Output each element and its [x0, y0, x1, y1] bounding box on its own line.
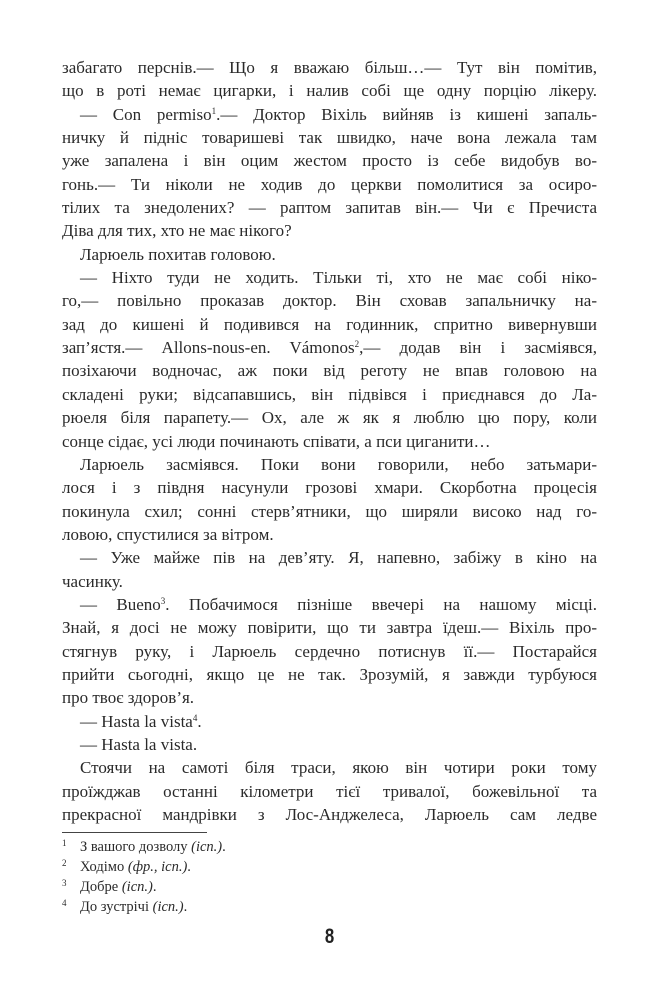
line-text: рюеля біля парапету.— Ох, але ж як я люблю цю пору, коли [62, 408, 597, 428]
text-line [62, 523, 597, 546]
line-text: що в роті немає цигарки, і налив собі ще одну порцію лікеру. [62, 81, 597, 101]
body-text [62, 56, 597, 826]
footnote-text: До зустрічі [80, 899, 153, 915]
text-line [62, 546, 597, 569]
footnote-end: . [183, 899, 188, 915]
footnote-text: Ходімо [80, 859, 128, 875]
line-text: зап’ястя.— Allons-nous-en. Vámonos [62, 338, 355, 358]
line-text: прийти сьогодні, якщо це не так. Зрозумій, я завжди турбуюся [62, 664, 597, 684]
line-text: — Hasta la vista [80, 711, 193, 731]
text-line [62, 149, 597, 172]
footnote-divider [62, 832, 207, 833]
text-line [62, 56, 597, 79]
footnote-ref[interactable]: 1 [211, 105, 217, 116]
line-text: стягнув руку, і Ларюель сердечно потиснув її.— Постарайся [62, 641, 597, 661]
footnote: 3 Добре (ісп.). [62, 878, 157, 895]
line-text: ,— додав він і засміявся, [359, 338, 597, 358]
line-text: покинула схил; сонні стерв’ятники, що ширяли високо над го- [62, 501, 597, 521]
line-text: — Ніхто туди не ходить. Тільки ті, хто не має собі ніко- [80, 268, 597, 288]
footnote-end: . [152, 879, 157, 895]
text-line [62, 289, 597, 312]
line-text: Ларюель похитав головою. [80, 244, 276, 264]
text-line [62, 266, 597, 289]
page-number: 8 [324, 925, 335, 948]
line-text: — Bueno [80, 594, 161, 614]
line-text: уже запалена і він оцим жестом просто із себе видобув во- [62, 151, 597, 171]
line-text: — Hasta la vista. [80, 734, 198, 754]
text-line [62, 663, 597, 686]
line-text: позіхаючи водночас, аж поки від реготу не впав головою на [62, 361, 597, 381]
text-line [62, 196, 597, 219]
text-line [62, 476, 597, 499]
text-line [62, 173, 597, 196]
line-text: ничку й підніс товаришеві так швидко, наче вона лежала там [62, 128, 597, 148]
text-line [62, 243, 597, 266]
line-text: складені руки; відсапавшись, він підвівся і приєднався до Ла- [62, 384, 597, 404]
footnote: 2 Ходімо (фр., ісп.). [62, 858, 191, 875]
text-line [62, 103, 597, 126]
line-text: . Побачимося пізніше ввечері на нашому місці. [165, 594, 597, 614]
line-text: прекрасної мандрівки з Лос-Анджелеса, Ларюель сам ледве [62, 805, 597, 824]
line-text: — Уже майже пів на дев’яту. Я, напевно, забіжу в кіно на [80, 548, 597, 568]
text-line [62, 406, 597, 429]
text-line [62, 500, 597, 523]
text-line [62, 710, 597, 733]
line-text: го,— повільно проказав доктор. Він сховав запальничку на- [62, 291, 597, 311]
line-text: Стоячи на самоті біля траси, якою він чотири роки тому [80, 758, 597, 778]
text-line [62, 570, 597, 593]
footnote-end: . [187, 859, 191, 875]
text-line [62, 733, 597, 756]
line-text: часинку. [62, 571, 123, 591]
footnote-language: (ісп.) [152, 899, 184, 915]
text-line [62, 313, 597, 336]
line-text: Знай, я досі не можу повірити, що ти завтра їдеш.— Віхіль про- [62, 618, 597, 638]
line-text: зад до кишені й подивився на годинник, спритно вивернувши [62, 314, 597, 334]
line-text: — Con permiso [80, 104, 212, 124]
line-text: забагато перснів.— Що я вважаю більш…— Тут він помітив, [62, 58, 597, 77]
line-text: . [197, 711, 202, 731]
text-line [62, 756, 597, 779]
footnote: 4 До зустрічі (ісп.). [62, 898, 188, 915]
footnote-end: . [222, 839, 226, 855]
text-line [62, 803, 597, 826]
text-line [62, 79, 597, 102]
line-text: .— Доктор Віхіль вийняв із кишені запаль- [216, 104, 597, 124]
line-text: тілих та знедолених? — раптом запитав він.— Чи є Пречиста [62, 198, 597, 218]
text-line [62, 359, 597, 382]
line-text: ловою, спустилися за вітром. [62, 524, 274, 544]
footnote-language: (ісп.) [191, 839, 223, 855]
line-text: Діва для тих, хто не має нікого? [62, 221, 292, 241]
footnote-ref[interactable]: 2 [354, 339, 360, 350]
footnote-language: (фр., ісп.) [127, 859, 188, 875]
line-text: лося і з півдня насунули грозові хмари. Скорботна процесія [62, 478, 597, 498]
text-line [62, 780, 597, 803]
text-line [62, 219, 597, 242]
footnote-ref[interactable]: 3 [160, 595, 166, 606]
line-text: сонце сідає, усі люди починають співати, а пси циганити… [62, 431, 491, 451]
text-line [62, 430, 597, 453]
footnote-language: (ісп.) [121, 879, 153, 895]
text-line [62, 616, 597, 639]
line-text: проїжджав останні кілометри тієї тривалої, божевільної та [62, 781, 597, 801]
footnote: 1 З вашого дозволу (ісп.). [62, 838, 226, 855]
text-line [62, 383, 597, 406]
footnote-text: Добре [80, 879, 122, 895]
text-line [62, 640, 597, 663]
footnotes [62, 837, 226, 917]
text-line [62, 453, 597, 476]
footnote-text: З вашого дозволу [80, 839, 192, 855]
text-line [62, 593, 597, 616]
text-line [62, 336, 597, 359]
text-line [62, 686, 597, 709]
footnote-ref[interactable]: 4 [192, 712, 198, 723]
line-text: Ларюель засміявся. Поки вони говорили, небо затьмари- [80, 454, 597, 474]
line-text: гонь.— Ти ніколи не ходив до церкви помолитися за осиро- [62, 174, 597, 194]
line-text: про твоє здоров’я. [62, 688, 195, 708]
text-line [62, 126, 597, 149]
